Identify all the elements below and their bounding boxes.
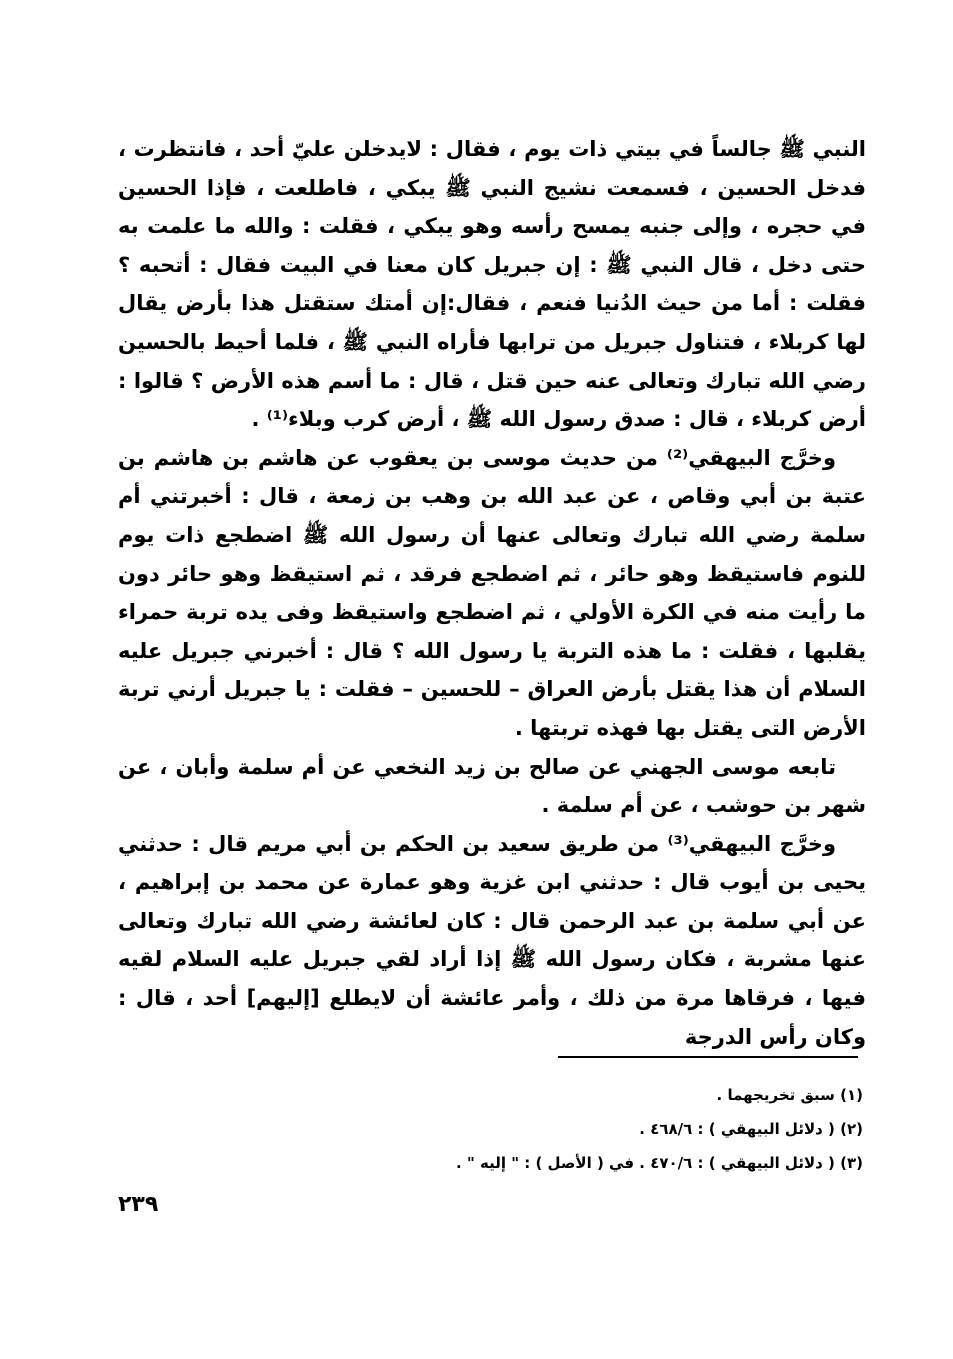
footnotes [330,1078,863,1180]
page-number: ٢٣٩ [118,1192,159,1217]
paragraph-1: النبي ﷺ جالساً في بيتي ذات يوم ، فقال : لايدخلن عليّ أحد ، فانتظرت ، فدخل الحسين ، فسمعت نشيج النبي ﷺ يبكي ، فاطلعت ، فإذا الحسين في حجره ، وإلى جنبه يمسح رأسه وهو يبكي ، فقلت : والله ما علمت به حتى دخل ، قال النبي ﷺ : إن جبريل كان معنا في البيت فقال : أتحبه ؟ فقلت : أما من حيث الدُنيا فنعم ، فقال:إن أمتك ستقتل هذا بأرض يقال لها كربلاء ، فتناول جبريل من ترابها فأراه النبي ﷺ ، فلما أحيط بالحسين رضي الله تبارك وتعالى عنه حين قتل ، قال : ما أسم هذه الأرض ؟ قالوا : أرض كربلاء ، قال : صدق رسول الله ﷺ ، أرض كرب وبلاء⁽¹⁾ . [118,137,866,432]
paragraph-3: تابعه موسى الجهني عن صالح بن زيد النخعي عن أم سلمة وأبان ، عن شهر بن حوشب ، عن أم سلمة . [118,754,866,818]
paragraph-4: وخرَّج البيهقي⁽³⁾ من طريق سعيد بن الحكم بن أبي مريم قال : حدثني يحيى بن أيوب قال : حدثني ابن غزية وهو عمارة عن محمد بن إبراهيم ، عن أبي سلمة بن عبد الرحمن قال : كان لعائشة رضي الله تبارك وتعالى عنها مشربة ، فكان رسول الله ﷺ إذا أراد لقي جبريل عليه السلام لقيه فيها ، فرقاها مرة من ذلك ، وأمر عائشة أن لايطلع [إليهم] أحد ، قال : وكان رأس الدرجة [118,831,866,1049]
footnote-2: (٢) ( دلائل البيهقي ) : ٤٦٨/٦ . [639,1120,863,1138]
footnote-3: (٣) ( دلائل البيهقي ) : ٤٧٠/٦ . في ( الأصل ) : " إليه " . [456,1154,863,1172]
paragraph-2: وخرَّج البيهقي⁽²⁾ من حديث موسى بن يعقوب عن هاشم بن هاشم بن عتبة بن أبي وقاص ، عن عبد الله بن وهب بن زمعة ، قال : أخبرتني أم سلمة رضي الله تبارك وتعالى عنها أن رسول الله ﷺ اضطجع ذات يوم للنوم فاستيقظ وهو حائر ، ثم اضطجع فرقد ، ثم استيقظ وهو حائر دون ما رأيت منه في الكرة الأولي ، ثم اضطجع واستيقظ وفى يده تربة حمراء يقلبها ، فقلت : ما هذه التربة يا رسول الله ؟ قال : أخبرني جبريل عليه السلام أن هذا يقتل بأرض العراق – للحسين – فقلت : يا جبريل أرني تربة الأرض التى يقتل بها فهذه تربتها . [118,445,866,740]
footnote-divider [558,1056,858,1058]
main-text [118,130,866,1056]
footnote-1: (١) سبق تخريجهما . [716,1086,863,1104]
